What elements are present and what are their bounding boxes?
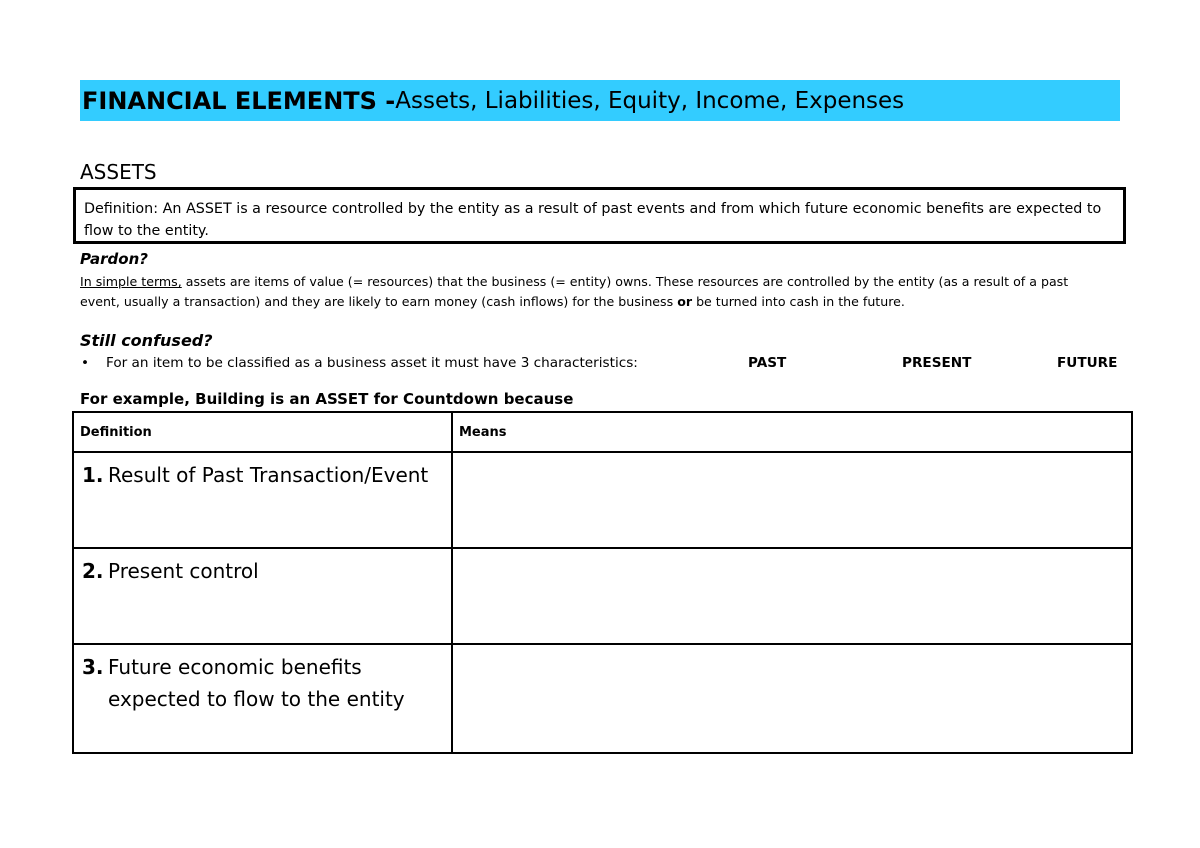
row-number: 2. [82, 559, 104, 583]
still-confused-heading: Still confused? [80, 331, 213, 350]
characteristic-future: FUTURE [1057, 355, 1118, 371]
column-header-means: Means [452, 412, 1132, 452]
page-title-bold: FINANCIAL ELEMENTS - [82, 86, 396, 115]
table-row [73, 644, 1132, 753]
definition-cell [73, 644, 452, 753]
row-number: 1. [82, 463, 104, 487]
example-table [72, 411, 1133, 754]
page-title-bar [80, 80, 1120, 121]
definition-text: Definition: An ASSET is a resource controlled by the entity as a result of past events and from which future economic benefits are expected to flow to the entity. [84, 201, 1102, 239]
pardon-heading: Pardon? [80, 250, 148, 268]
simple-terms-text-2: be turned into cash in the future. [692, 294, 905, 309]
definition-cell [73, 548, 452, 644]
characteristics-bullet [80, 355, 1125, 375]
section-heading-assets: ASSETS [80, 160, 157, 184]
example-heading: For example, Building is an ASSET for Countdown because [80, 390, 574, 408]
row-label: Future economic benefits expected to flow to the entity [108, 655, 405, 711]
means-cell[interactable] [452, 452, 1132, 548]
definition-cell [73, 452, 452, 548]
simple-terms-or: or [677, 294, 693, 309]
row-label: Result of Past Transaction/Event [108, 463, 429, 487]
bullet-text: For an item to be classified as a business asset it must have 3 characteristics: [106, 355, 638, 371]
means-cell[interactable] [452, 548, 1132, 644]
characteristic-past: PAST [748, 355, 787, 371]
bullet-icon: • [81, 355, 90, 371]
table-header-row [73, 412, 1132, 452]
row-label: Present control [108, 559, 259, 583]
simple-terms-paragraph [80, 272, 1110, 312]
simple-terms-lead: In simple terms, [80, 274, 182, 289]
simple-terms-text-1: assets are items of value (= resources) that the business (= entity) owns. These resources are controlled by the entity (as a result of a past event, usually a transaction) and they are likely to earn money (cash inflows) for the business [80, 274, 1069, 309]
means-cell[interactable] [452, 644, 1132, 753]
page-title-subtitle: Assets, Liabilities, Equity, Income, Expenses [395, 87, 905, 114]
table-row [73, 452, 1132, 548]
column-header-definition: Definition [73, 412, 452, 452]
table-row [73, 548, 1132, 644]
characteristic-present: PRESENT [902, 355, 972, 371]
row-number: 3. [82, 655, 104, 679]
definition-box [73, 187, 1126, 244]
